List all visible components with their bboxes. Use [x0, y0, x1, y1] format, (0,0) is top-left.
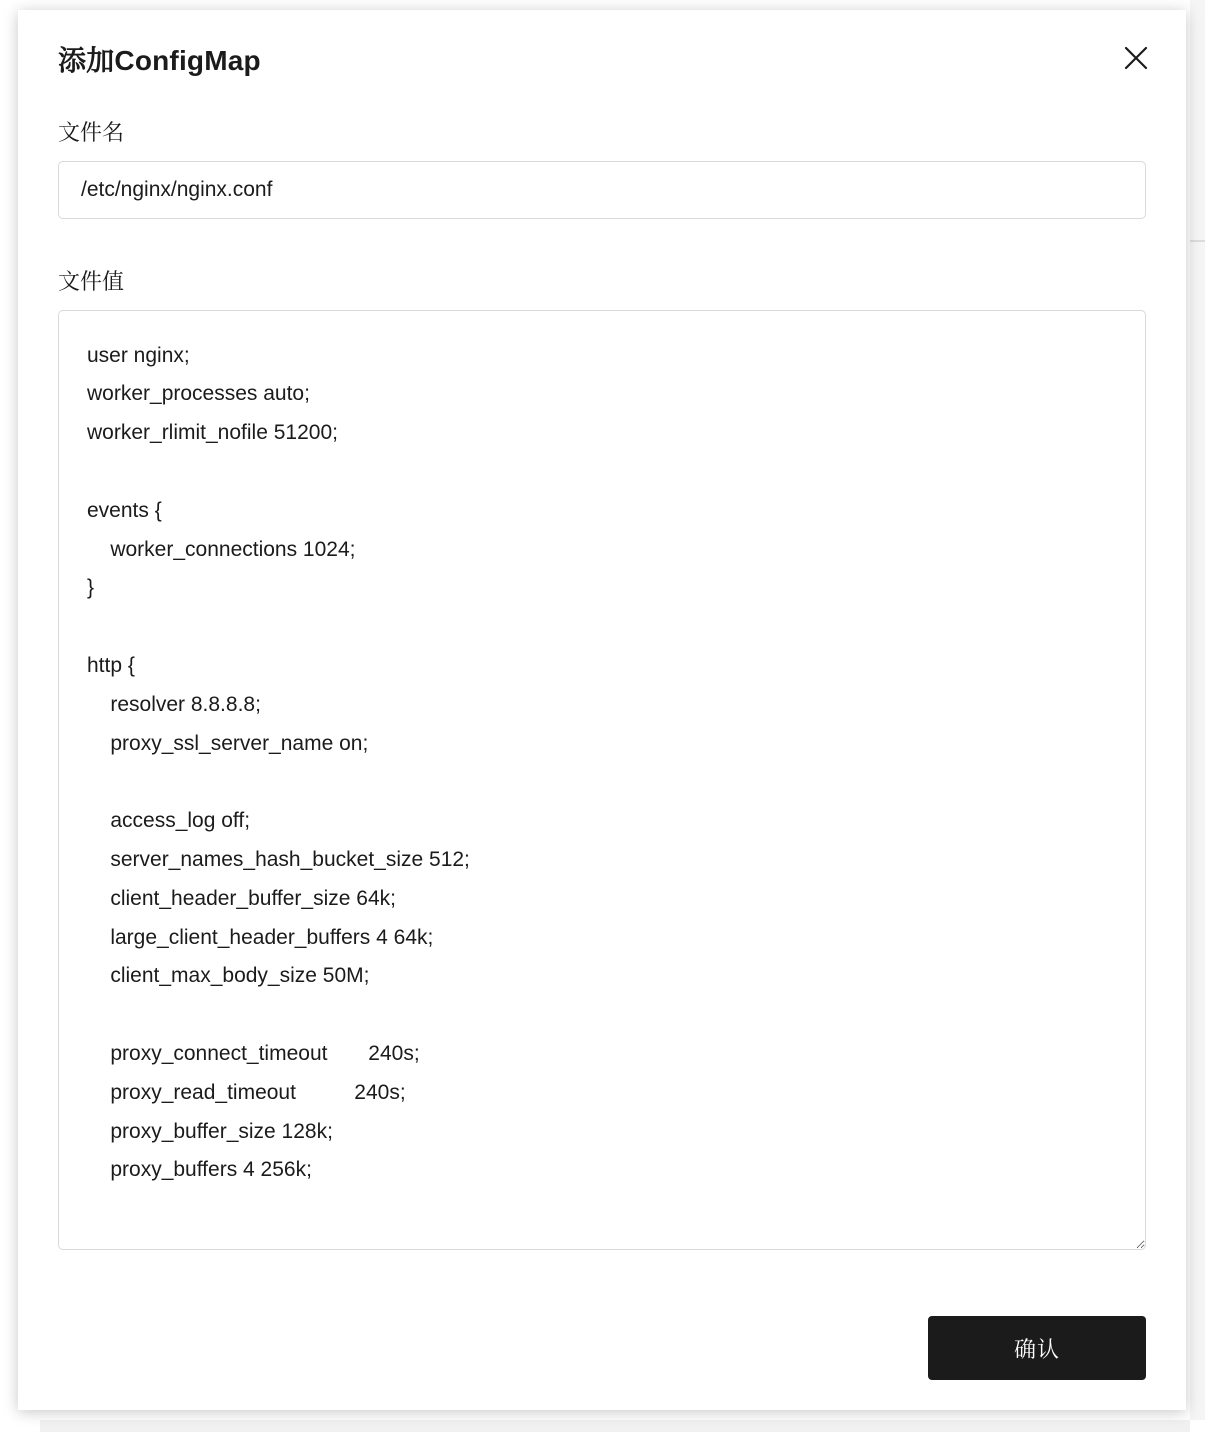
close-icon-glyph	[1123, 45, 1149, 71]
dialog-footer	[928, 1316, 1146, 1380]
add-configmap-dialog	[18, 10, 1186, 1410]
dialog-header	[18, 10, 1186, 78]
filename-label: 文件名	[58, 119, 125, 145]
background-panel-bottom	[1190, 242, 1205, 1432]
dialog-body	[18, 116, 1186, 1255]
background-footer-strip	[40, 1420, 1190, 1432]
filename-input[interactable]	[58, 161, 1146, 219]
background-panel-top	[1190, 0, 1205, 240]
filevalue-label: 文件值	[58, 268, 125, 294]
page-title: 添加ConfigMap	[58, 45, 261, 76]
filevalue-wrapper	[58, 310, 1146, 1255]
filevalue-textarea[interactable]	[58, 310, 1146, 1250]
close-icon[interactable]	[1116, 38, 1156, 78]
confirm-button[interactable]: 确认	[928, 1316, 1146, 1380]
